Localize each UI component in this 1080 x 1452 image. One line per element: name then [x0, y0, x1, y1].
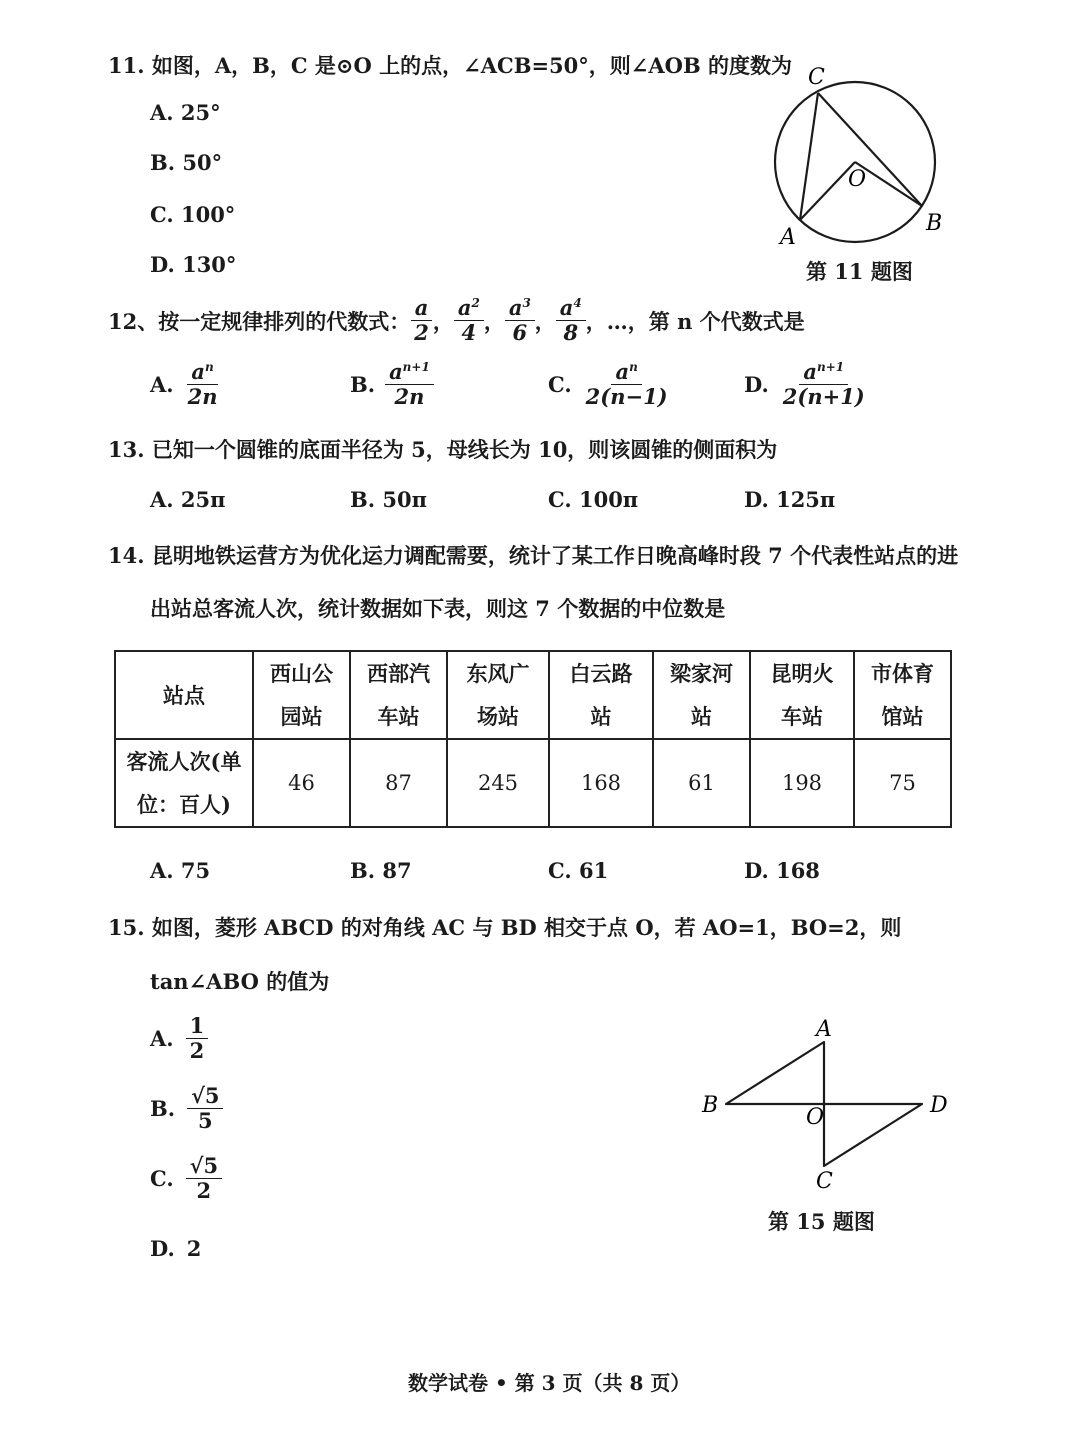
- q14-option-c[interactable]: C. 61: [548, 858, 609, 883]
- label-b: B: [926, 211, 943, 236]
- q14-stem-line1: 14. 昆明地铁运营方为优化运力调配需要，统计了某工作日晚高峰时段 7 个代表性站点的进: [108, 543, 959, 568]
- q11-option-b[interactable]: B. 50°: [150, 150, 223, 175]
- q12-stem-suffix: ，…，第 n 个代数式是: [585, 308, 805, 334]
- seq-term-2: $\frac{a^2}{4}$: [454, 296, 484, 345]
- row2-header: 客流人次(单位：百人): [115, 739, 253, 827]
- station-cell: 东风广场站: [447, 651, 549, 739]
- table-row-stations: [115, 651, 951, 739]
- station-cell: 白云路站: [549, 651, 653, 739]
- label-c: C: [808, 65, 825, 90]
- value-cell: 198: [750, 739, 854, 827]
- q15-stem-line2: tan∠ABO 的值为: [150, 969, 330, 994]
- value-cell: 46: [253, 739, 350, 827]
- q14-option-b[interactable]: B. 87: [350, 858, 412, 883]
- q11-option-c[interactable]: C. 100°: [150, 202, 236, 227]
- q13-option-a[interactable]: A. 25π: [150, 487, 226, 512]
- q12-stem-prefix: 12、按一定规律排列的代数式：: [108, 308, 411, 334]
- station-cell: 梁家河站: [653, 651, 750, 739]
- label-a: A: [816, 1017, 832, 1042]
- q12-option-d[interactable]: D. $\frac{a^{n+1}}{2(n+1)}$: [744, 359, 865, 410]
- q13-option-d[interactable]: D. 125π: [744, 487, 836, 512]
- station-cell: 市体育馆站: [854, 651, 951, 739]
- q13-option-c[interactable]: C. 100π: [548, 487, 639, 512]
- value-cell: 168: [549, 739, 653, 827]
- segment-cb: [818, 93, 922, 206]
- q15-option-c[interactable]: C. $\frac{√5}{2}$: [150, 1154, 222, 1203]
- q13-option-b[interactable]: B. 50π: [350, 487, 427, 512]
- label-b: B: [702, 1093, 719, 1118]
- station-cell: 西山公园站: [253, 651, 350, 739]
- segment-ca: [800, 93, 818, 220]
- segment-oa: [800, 162, 855, 220]
- q11-stem: 11. 如图，A，B，C 是⊙O 上的点，∠ACB=50°，则∠AOB 的度数为: [108, 53, 793, 78]
- label-o: O: [806, 1105, 825, 1130]
- value-cell: 75: [854, 739, 951, 827]
- page-footer: 数学试卷 • 第 3 页（共 8 页）: [408, 1371, 691, 1395]
- q12-option-a[interactable]: A. $\frac{a^n}{2n}$: [150, 359, 218, 410]
- q11-option-a[interactable]: A. 25°: [150, 100, 221, 125]
- label-c: C: [816, 1169, 833, 1194]
- q12-stem: 12、按一定规律排列的代数式： $\frac{a}{2}$ ， $\frac{a^2}{4}$ ， $\frac{a^3}{6}$ ， $\frac{a^4}{8}$ ，…，第 n 个代数式是: [108, 295, 805, 346]
- row1-header: 站点: [115, 651, 253, 739]
- value-cell: 87: [350, 739, 447, 827]
- q14-option-a[interactable]: A. 75: [150, 858, 211, 883]
- q14-stem-line2: 出站总客流人次，统计数据如下表，则这 7 个数据的中位数是: [150, 596, 726, 621]
- q11-figure-caption: 第 11 题图: [806, 259, 913, 284]
- q15-option-a[interactable]: A. $\frac{1}{2}$: [150, 1014, 208, 1063]
- q12-option-b[interactable]: B. $\frac{a^{n+1}}{2n}$: [350, 360, 434, 409]
- q15-option-b[interactable]: B. $\frac{√5}{5}$: [150, 1084, 223, 1133]
- q11-option-d[interactable]: D. 130°: [150, 252, 237, 277]
- q11-circle-figure: [760, 60, 960, 250]
- station-cell: 昆明火车站: [750, 651, 854, 739]
- q14-data-table: [114, 650, 952, 828]
- label-d: D: [930, 1093, 948, 1118]
- value-cell: 245: [447, 739, 549, 827]
- q15-figure-caption: 第 15 题图: [768, 1209, 875, 1234]
- q15-rhombus-figure: [690, 1012, 960, 1197]
- label-a: A: [780, 225, 796, 250]
- station-cell: 西部汽车站: [350, 651, 447, 739]
- seq-term-3: $\frac{a^3}{6}$: [505, 296, 535, 345]
- q15-option-d[interactable]: D. 2: [150, 1236, 202, 1261]
- table-row-values: [115, 739, 951, 827]
- q13-stem: 13. 已知一个圆锥的底面半径为 5，母线长为 10，则该圆锥的侧面积为: [108, 437, 778, 462]
- seq-term-1: $\frac{a}{2}$: [410, 296, 433, 345]
- seq-term-4: $\frac{a^4}{8}$: [556, 296, 586, 345]
- q15-stem-line1: 15. 如图，菱形 ABCD 的对角线 AC 与 BD 相交于点 O，若 AO=1，BO=2，则: [108, 915, 902, 940]
- label-o: O: [848, 167, 867, 192]
- q12-option-c[interactable]: C. $\frac{a^n}{2(n-1)}$: [548, 359, 668, 410]
- q14-option-d[interactable]: D. 168: [744, 858, 820, 883]
- value-cell: 61: [653, 739, 750, 827]
